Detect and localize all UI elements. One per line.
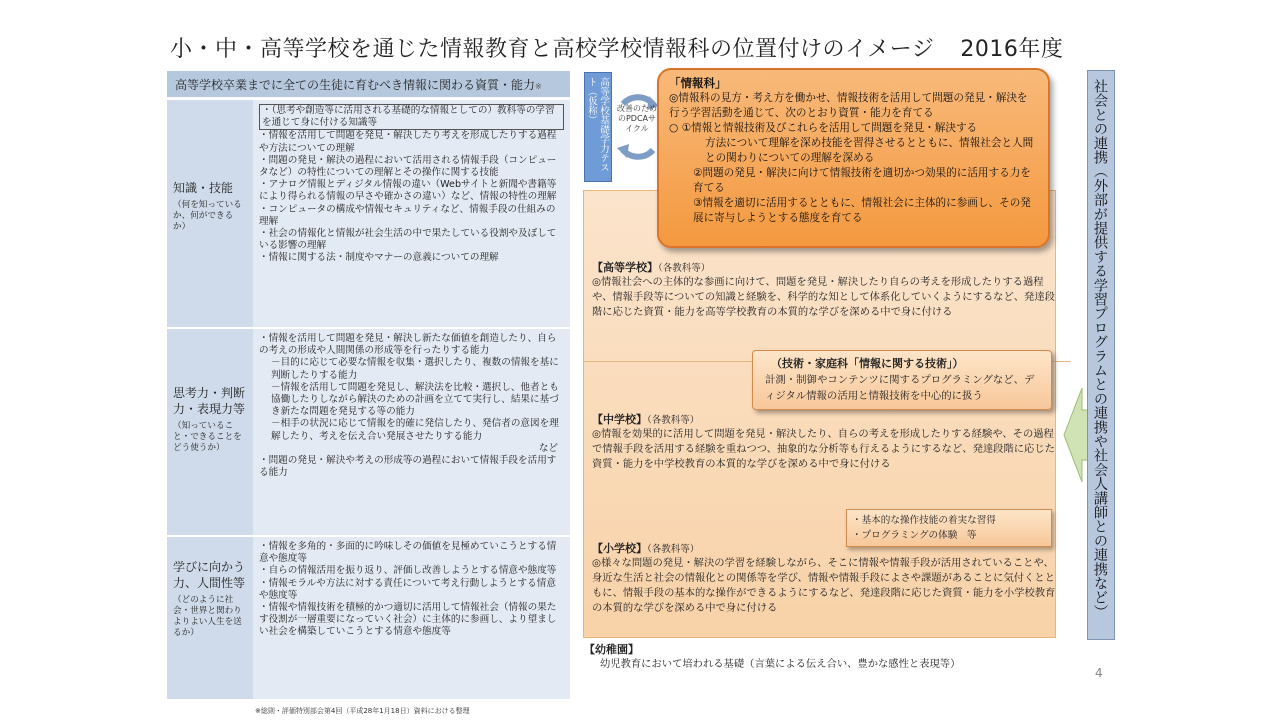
row-content [253,100,570,327]
row-category [167,329,251,535]
footnote: ※総則・評価特別部会第4回（平成28年1月18日）資料における整理 [255,707,470,715]
high-school-text: ◎情報社会への主体的な参画に向けて、問題を発見・解決したり自らの考えを形成したりする過程や、情報手段等についての知識と経験を、科学的な知として体系化していくようにするなど、発達段階に応じた資質・能力を高等学校教育の本質的な学びを深める中で身に付ける [592,276,1055,318]
list-item: ・自らの情報活用を振り返り、評価し改善しようとする情意や態度等 [259,565,557,577]
technology-home-text: 計測・制御やコンテンツに関するプログラミングなど、ディジタル情報の活用と情報技術を中心的に扱う [765,374,1035,402]
list-item: ・アナログ情報とディジタル情報の違い（Webサイトと新聞や書籍等により得られる情報の早さや確かさの違い）など、情報の特性の理解 [259,179,557,203]
row-knowledge-skills [167,100,570,327]
basic-skills-box [846,509,1052,547]
informatics-subject-box [657,68,1050,248]
high-school-title: 【高等学校】（各教科等） [592,261,711,274]
row-category [167,537,251,699]
elementary-title: 【小学校】（各教科等） [592,542,700,555]
list-item: －情報を活用して問題を発見し、解決法を比較・選択し、他者とも協働したりしながら解決のための計画を立てて実行し、結果に基づき新たな問題を発見する等の能力 [271,381,559,418]
list-item: ・情報を活用して問題を発見・解決したり考えを形成したりする過程や方法についての理解 [259,130,557,154]
junior-high-title: 【中学校】（各教科等） [592,413,700,426]
basic-academic-test-box: 高等学校基礎学力テスト（仮称） [584,72,612,182]
list-item: ・社会の情報化と情報が社会生活の中で果たしている役割や及ぼしている影響の理解 [259,228,557,252]
page-number: 4 [1095,666,1103,680]
list-item: ・コンピュータの構成や情報セキュリティなど、情報手段の仕組みの理解 [259,203,556,227]
list-item: ・情報に関する法・制度やマナーの意義についての理解 [259,252,499,264]
list-item: －相手の状況に応じて情報を的確に発信したり、発信者の意図を理解したり、考えを伝え合い発展させたりする能力 [271,418,559,442]
list-item: ・問題の発見・解決や考えの形成等の過程において情報手段を活用する能力 [259,455,557,479]
row-category [167,100,251,327]
row-thinking-judgment [167,329,570,535]
list-item: ・情報を活用して問題を発見・解決し新たな価値を創造したり、自らの考えの形成や人間関係の形成等を行ったりする能力 [259,333,557,357]
informatics-line: ②問題の発見・解決に向けて情報技術を適切かつ効果的に活用する力を育てる [693,167,1031,194]
informatics-title: 「情報科」 [669,76,727,90]
category-note: （どのように社会・世界と関わりよりよい人生を送るか） [173,595,242,638]
row-attitude-humanity [167,537,570,699]
list-item: －目的に応じて必要な情報を収集・選択したり、複数の情報を基に判断したりする能力 [271,357,559,381]
left-arrow-icon [1062,380,1090,490]
kindergarten-title: 【幼稚園】 [584,643,639,656]
informatics-line: 方法について理解を深め技能を習得させるとともに、情報社会と人間との関わりについての理解を深める [705,137,1034,164]
list-item: ・情報モラルや方法に対する責任について考え行動しようとする情意や態度等 [259,577,556,601]
basic-skills-line: ・基本的な操作技能の着実な習得 [852,515,996,526]
junior-high-text: ◎情報を効果的に活用して問題を発見・解決したり、自らの考えを形成したりする経験や、その過程で情報手段を活用する経験を重ねつつ、抽象的な分析等も行えるようにするなど、発達段階に応じた資質・能力を中学校教育の本質的な学びを深める中で身に付ける [592,428,1055,470]
junior-high-section [584,409,1071,507]
elementary-text: ◎様々な問題の発見・解決の学習を経験しながら、そこに情報や情報手段が活用されていることや、身近な生活と社会の情報化との関係等を学び、情報や情報手段によさや課題があることに気付くとともに、情報手段の基本的な操作ができるようにするなど、発達段階に応じた資質・能力を小学校教育の本質的な学びを深める中で身に付ける [592,557,1056,614]
category-title: 学びに向かう力、人間性等 [173,560,246,590]
title-main: 小・中・高等学校を通じた情報教育と高校学校情報科の位置付けのイメージ [170,37,935,62]
header-mark: ※ [535,82,542,91]
category-note: （知っていること・できることをどう使うか） [173,421,242,453]
kindergarten-text: 幼児教育において培われる基礎（言葉による伝え合い、豊かな感性と表現等） [600,658,961,670]
society-collaboration-box: 社会との連携（外部が提供する学習プログラムとの連携や社会人講師との連携など） [1087,70,1115,640]
informatics-line: ◎情報科の見方・考え方を働かせ、情報技術を活用して問題の発見・解決を行う学習活動を通じて、次のとおり資質・能力を育てる [669,92,1028,119]
kindergarten-section [584,642,1044,682]
competency-table-header-text: 高等学校卒業までに全ての生徒に育むべき情報に関わる資質・能力 [175,78,536,92]
category-title: 思考力・判断力・表現力等 [173,386,246,416]
elementary-section [584,538,1071,640]
informatics-line: ○ ①情報と情報技術及びこれらを活用して問題を発見・解決する [669,122,978,134]
page-title [170,32,1150,66]
row-content [253,329,570,535]
competency-table-header [167,71,570,97]
list-item: ・問題の発見・解決の過程において活用される情報手段（コンピュータなど）の特性についての理解とその操作に関する技能 [259,154,557,179]
list-item: など [538,442,558,454]
list-item: ・情報や情報技術を積極的かつ適切に活用して情報社会（情報の果たす役割が一層重要になっていく社会）に主体的に参画し、より望ましい社会を構築していこうとする情意や態度等 [259,602,557,638]
category-note: （何を知っているか、何ができるか） [173,200,242,232]
list-item: ・情報を多角的・多面的に吟味しその価値を見極めていこうとする情意や態度等 [259,541,557,565]
category-title: 知識・技能 [173,181,234,195]
technology-home-title: （技術・家庭科「情報に関する技術」） [771,357,964,370]
list-item: ・（思考や創造等に活用される基礎的な情報としての）教科等の学習を通じて身に付ける知識等 [259,104,564,130]
basic-skills-line: ・プログラミングの体験 等 [852,530,977,541]
row-content [253,537,570,699]
high-school-section [584,255,1071,362]
technology-home-box [752,350,1052,410]
informatics-line: ③情報を適切に活用するとともに、情報社会に主体的に参画し、その発展に寄与しようとする態度を育てる [693,197,1031,224]
title-year: 2016年度 [960,37,1064,62]
pdca-label: 改善のためのPDCAサイクル [617,104,657,133]
